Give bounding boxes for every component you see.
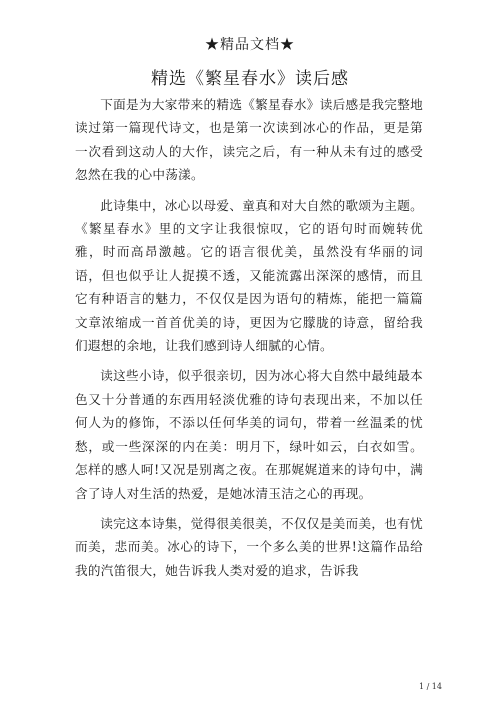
document-body [75, 93, 423, 582]
paragraph: 此诗集中，冰心以母爱、童真和对大自然的歌颂为主题。《繁星春水》里的文字让我很惊叹，它的语句时而婉转优雅，时而高昂激越。它的语言很优美，虽然没有华丽的词语，但也似乎让人捉摸不透，又能流露出深深的感情，而且它有种语言的魅力，不仅仅是因为语句的精炼，能把一篇篇文章浓缩成一首首优美的诗，更因为它朦胧的诗意，留给我们遐想的余地，让我们感到诗人细腻的心情。 [75, 197, 423, 354]
document-title: 精选《繁星春水》读后感 [151, 69, 349, 89]
paragraph: 读这些小诗，似乎很亲切，因为冰心将大自然中最纯最本色又十分普通的东西用轻淡优雅的诗句表现出来，不加以任何人为的修饰，不添以任何华美的词句，带着一丝温柔的忧愁，或一些深深的内在美：明月下，绿叶如云，白衣如雪。怎样的感人呵!又况是别离之夜。在那娓娓道来的诗句中，满含了诗人对生活的热爱，是她冰清玉洁之心的再现。 [75, 368, 423, 501]
paragraph: 下面是为大家带来的精选《繁星春水》读后感是我完整地读过第一篇现代诗文，也是第一次读到冰心的作品，更是第一次看到这动人的大作，读完之后，有一种从未有过的感受忽然在我的心中荡漾。 [75, 97, 423, 183]
page-header: ★精品文档★ [205, 37, 295, 53]
paragraph: 读完这本诗集，觉得很美很美，不仅仅是美而美，也有忧而美，悲而美。冰心的诗下，一个多么美的世界!这篇作品给我的汽笛很大，她告诉我人类对爱的追求，告诉我 [75, 515, 423, 578]
page-number: 1 / 14 [418, 682, 442, 691]
